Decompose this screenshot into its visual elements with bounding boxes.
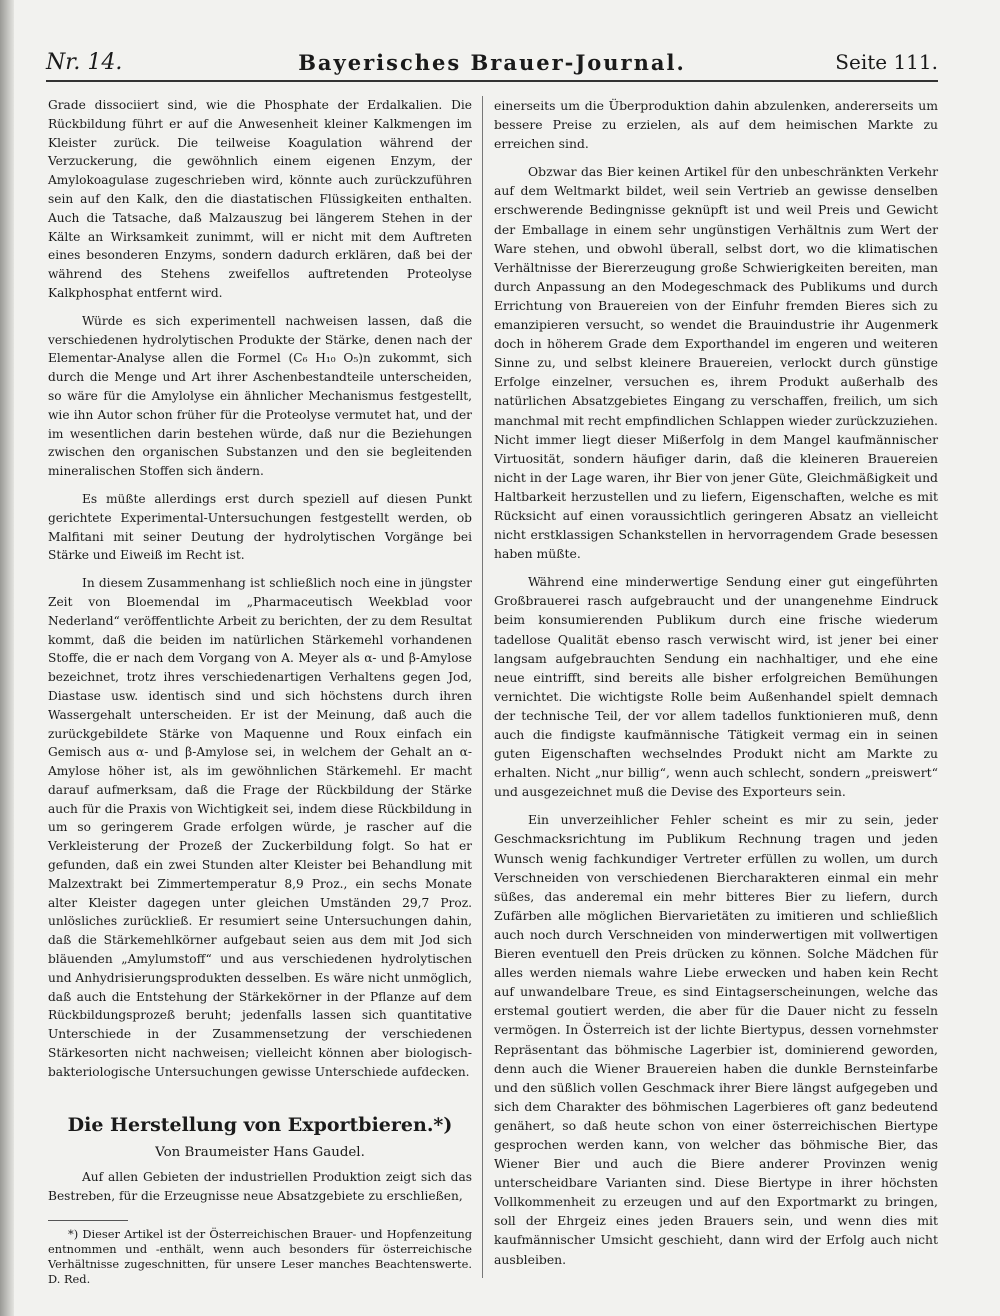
paragraph: Auf allen Gebieten der industriellen Produktion zeigt sich das Bestreben, für die Erzeugnisse neue Absatzgebiete zu erschließen, bbox=[48, 1170, 472, 1204]
right-column bbox=[494, 96, 938, 1278]
journal-title: Bayerisches Brauer-Journal. bbox=[298, 50, 686, 75]
footnote: *) Dieser Artikel ist der Österreichischen Brauer- und Hopfenzeitung entnommen und -enthält, wenn auch besonders für österreichische Verhältnisse zugeschnitten, für unsere Leser manches Beachtenswerte. D. Red. bbox=[48, 1227, 472, 1287]
page-number: Seite 111. bbox=[835, 50, 938, 74]
paragraph: In diesem Zusammenhang ist schließlich noch eine in jüngster Zeit von Bloemendal im „Pharmaceutisch Weekblad voor Nederland“ veröffentlichte Arbeit zu berichten, der zu dem Resultat kommt, daß die beiden im natürlichen Stärkemehl vorhandenen Stoffe, die er nach dem Vorgang von A. Meyer als α- und β-Amylose bezeichnet, trotz ihres verschiedenartigen Verhaltens gegen Jod, Diastase usw. identisch sind und sich höchstens durch ihren Wassergehalt unterscheiden. Er ist der Meinung, daß auch die zurückgebildete Stärke von Maquenne und Roux einfach ein Gemisch aus α- und β-Amylose sei, in welchem der Gehalt an α-Amylose höher ist, als im gewöhnlichen Stärkemehl. Er macht darauf aufmerksam, daß die Frage der Rückbildung der Stärke auch für die Praxis von Wichtigkeit sei, indem diese Rückbildung in um so geringerem Grade erfolgen würde, je rascher auf die Verkleisterung der Prozeß der Zuckerbildung folgt. So hat er gefunden, daß ein zwei Stunden alter Kleister bei Behandlung mit Malzextrakt bei Zimmertemperatur 8,9 Proz., ein sechs Monate alter Kleister dagegen unter gleichen Umständen 29,7 Proz. unlösliches zurückließ. Er resumiert seine Untersuchungen dahin, daß die Stärkemehlkörner aufgebaut seien aus dem mit Jod sich bläuenden „Amylumstoff“ und aus verschiedenen hydrolytischen und Anhydrisierungsprodukten desselben. Es wäre nicht unmöglich, daß auch die Entstehung der Stärkekörner in der Pflanze auf dem Rückbildungsprozeß beruht; jedenfalls lassen sich quantitative Unterschiede in der Zusammensetzung der verschiedenen Stärkesorten nicht nachweisen; vielleicht können aber biologisch-bakteriologische Untersuchungen gewisse Unterschiede aufdecken. bbox=[48, 576, 472, 1079]
footnote-divider bbox=[48, 1220, 128, 1221]
paragraph: Ein unverzeihlicher Fehler scheint es mir zu sein, jeder Geschmacksrichtung im Publikum Rechnung tragen und jeden Wunsch wenig fachkundiger Vertreter erfüllen zu wollen, um durch Verschneiden von verschiedenen Biercharakteren einmal ein mehr süßes, das anderemal ein mehr bitteres Bier zu liefern, durch Zufärben alle möglichen Biervarietäten zu imitieren und schließlich auch noch durch Verschneiden von minderwertigen mit vollwertigen Bieren eventuell den Preis drücken zu können. Solche Mädchen für alles werden niemals wahre Liebe erwecken und haben kein Recht auf unwandelbare Treue, es sind Eintagserscheinungen, welche das erstemal goutiert werden, die aber für die Dauer nicht zu fesseln vermögen. In Österreich ist der lichte Biertypus, dessen vornehmster Repräsentant das böhmische Lagerbier ist, dominierend geworden, denn auch die Wiener Brauereien haben die dunkle Bernsteinfarbe und den süßlich vollen Geschmack ihrer Biere längst aufgegeben und sich dem Charakter des böhmischen Lagerbieres oft ganz bedeutend genähert, so daß heute schon von einer österreichischen Biertype gesprochen werden kann, von welcher das böhmische Bier, das Wiener Bier und auch die Biere anderer Provinzen wenig unterscheidbare Varianten sind. Diese Biertype in ihrer höchsten Vollkommenheit zu erzeugen und auf den Exportmarkt zu bringen, soll der Ehrgeiz eines jeden Brauers sein, und wenn dies mit kaufmännischer Umsicht geschieht, dann wird der Erfolg auch nicht ausbleiben. bbox=[494, 812, 938, 1267]
paragraph: einerseits um die Überproduktion dahin abzulenken, andererseits um bessere Preise zu erzielen, als auf dem heimischen Markte zu erreichen sind. bbox=[494, 98, 938, 152]
section-title: Die Herstellung von Exportbieren.*) bbox=[67, 1113, 453, 1136]
issue-number: Nr. 14. bbox=[46, 50, 123, 75]
paragraph: Obzwar das Bier keinen Artikel für den unbeschränkten Verkehr auf dem Weltmarkt bildet, weil sein Vertrieb an gewisse denselben erschwerende Bedingnisse geknüpft ist und weil Preis und Gewicht der Emballage in einem sehr ungünstigen Verhältnis zum Wert der Ware stehen, und obwohl überall, selbst dort, wo die klimatischen Verhältnisse der Biererzeugung große Schwierigkeiten bereiten, man durch Anpassung an den Modegeschmack des Publikums und durch Errichtung von Brauereien von der Einfuhr fremden Bieres sich zu emanzipieren versucht, so wendet die Brauindustrie ihr Augenmerk doch in höherem Grade dem Exporthandel im engeren und weiteren Sinne zu, und selbst kleinere Brauereien, verlockt durch günstige Erfolge einzelner, versuchen es, ihrem Produkt außerhalb des natürlichen Absatzgebietes Eingang zu verschaffen, freilich, um sich manchmal mit recht empfindlichen Schlappen wieder zurückzuziehen. Nicht immer liegt dieser Mißerfolg in dem Mangel kaufmännischer Virtuosität, sondern häufiger darin, daß die kleineren Brauereien nicht in der Lage waren, ihr Bier von jener Güte, Gleichmäßigkeit und Haltbarkeit herzustellen und zu liefern, Eigenschaften, welche es mit Rücksicht auf einen voraussichtlich geringeren Absatz an vielleicht nicht erstklassigen Schankstellen in hervorragendem Grade besessen haben müßte. bbox=[494, 164, 938, 562]
paragraph: Grade dissociiert sind, wie die Phosphate der Erdalkalien. Die Rückbildung führt er auf die Anwesenheit kleiner Kalkmengen im Kleister zurück. Die teilweise Koagulation während der Verzuckerung, die gewöhnlich einem eigenen Enzym, der Amylokoagulase zugeschrieben wird, könnte auch zurückzuführen sein auf den Kalk, den die diastatischen Flüssigkeiten enthalten. Auch die Tatsache, daß Malzauszug bei längerem Stehen in der Kälte an Wirksamkeit zunimmt, will er nicht mit dem Auftreten eines besonderen Enzyms, sondern dadurch erklären, daß bei der während des Stehens zweifellos auftretenden Proteolyse Kalkphosphat entfernt wird. bbox=[48, 98, 472, 300]
left-column bbox=[48, 96, 472, 1287]
paragraph: Während eine minderwertige Sendung einer gut eingeführten Großbrauerei rasch aufgebraucht und der unangenehme Eindruck beim konsumierenden Publikum durch eine frische wiederum tadellose Qualität ebenso rasch verwischt wird, ist jener bei einer langsam aufgebrauchten Sendung ein nachhaltiger, und ehe eine neue eintrifft, sind bereits alle bisher erfolgreichen Bemühungen vernichtet. Die wichtigste Rolle beim Außenhandel spielt demnach der technische Teil, der vor allem tadellos funktionieren muß, denn auch die findigste kaufmännische Tätigkeit vermag ein in seinen guten Eigenschaften wechselndes Produkt nicht am Markte zu erhalten. Nicht „nur billig“, wenn auch schlecht, sondern „preiswert“ und ausgezeichnet muß die Devise des Exporteurs sein. bbox=[494, 574, 938, 800]
paragraph: Würde es sich experimentell nachweisen lassen, daß die verschiedenen hydrolytischen Produkte der Stärke, denen nach der Elementar-Analyse allen die Formel (C₆ H₁₀ O₅)n zukommt, sich durch die Menge und Art ihrer Aschenbestandteile unterscheiden, so wäre für die Amylolyse ein ähnlicher Mechanismus festgestellt, wie ihn Autor schon früher für die Proteolyse vermutet hat, und der im wesentlichen darin bestehen würde, daß nur die Beziehungen zwischen den organischen Substanzen und den sie begleitenden mineralischen Stoffen sich ändern. bbox=[48, 313, 472, 479]
page-header bbox=[46, 46, 938, 82]
page-binding-shadow bbox=[0, 0, 14, 1316]
column-divider bbox=[482, 96, 483, 1278]
paragraph: Es müßte allerdings erst durch speziell auf diesen Punkt gerichtete Experimental-Untersuchungen festgestellt werden, ob Malfitani mit seiner Deutung der hydrolytischen Vorgänge bei Stärke und Eiweiß im Recht ist. bbox=[48, 491, 472, 563]
byline: Von Braumeister Hans Gaudel. bbox=[155, 1144, 365, 1160]
